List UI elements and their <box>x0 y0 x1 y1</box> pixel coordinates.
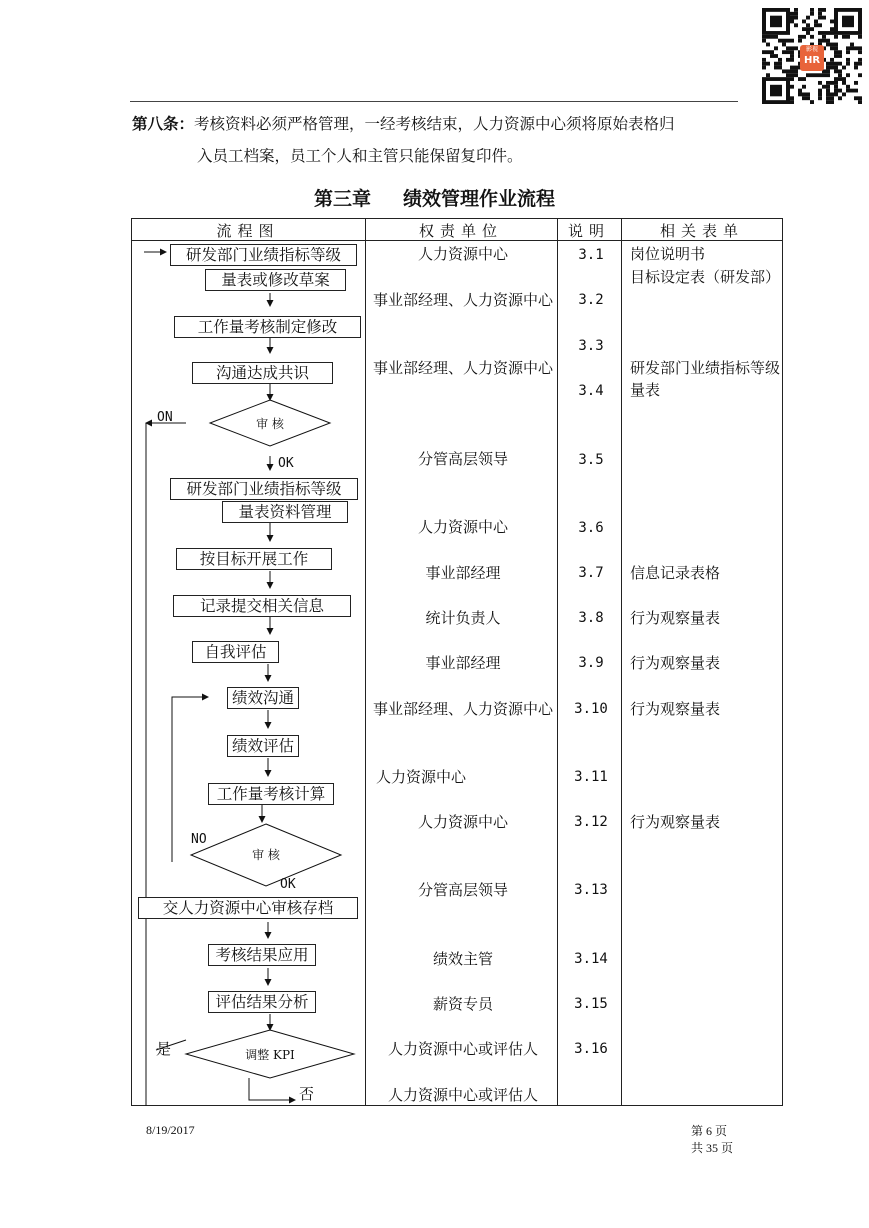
chapter-number: 第三章 <box>313 188 371 210</box>
note-number: 3.4 <box>578 383 604 399</box>
note-number: 3.10 <box>574 701 608 717</box>
note-number: 3.15 <box>574 996 608 1012</box>
flow-step-10: 工作量考核计算 <box>208 783 334 805</box>
header-flow: 流程图 <box>216 222 280 240</box>
unit-cell: 人力资源中心 <box>417 245 508 263</box>
note-number: 3.16 <box>574 1041 608 1057</box>
unit-cell: 人力资源中心 <box>417 813 508 831</box>
flow-step-5: 按目标开展工作 <box>176 548 332 570</box>
header-forms: 相关表单 <box>659 222 744 240</box>
note-number: 3.3 <box>578 338 604 354</box>
review-label-1: 审 核 <box>256 417 284 431</box>
form-cell: 行为观察量表 <box>630 609 721 627</box>
header-unit: 权责单位 <box>418 222 503 240</box>
unit-cell: 分管高层领导 <box>417 881 508 899</box>
unit-cell: 绩效主管 <box>432 950 493 968</box>
adjust-kpi-label: 调整 KPI <box>245 1048 295 1062</box>
note-number: 3.6 <box>578 520 604 536</box>
form-cell: 信息记录表格 <box>630 564 721 582</box>
unit-cell: 事业部经理 <box>425 654 501 672</box>
note-number: 3.8 <box>578 610 604 626</box>
note-number: 3.12 <box>574 814 608 830</box>
flow-step-4b: 量表资料管理 <box>222 501 348 523</box>
review-label-2: 审 核 <box>252 848 280 862</box>
unit-cell: 事业部经理、人力资源中心 <box>372 291 553 309</box>
flow-step-7: 自我评估 <box>192 641 279 663</box>
form-cell: 行为观察量表 <box>630 654 721 672</box>
flow-step-1a: 研发部门业绩指标等级 <box>170 244 357 266</box>
article-text-1: 考核资料必须严格管理，一经考核结束，人力资源中心须将原始表格归 <box>194 115 675 133</box>
note-number: 3.11 <box>574 769 608 785</box>
flow-step-11: 交人力资源中心审核存档 <box>138 897 358 919</box>
article-8-line2: 入员工档案，员工个人和主管只能保留复印件。 <box>197 147 523 165</box>
flow-step-8: 绩效沟通 <box>227 687 299 709</box>
on-label: ON <box>157 410 173 425</box>
note-number: 3.7 <box>578 565 604 581</box>
unit-cell: 人力资源中心 <box>376 768 467 786</box>
note-number: 3.14 <box>574 951 608 967</box>
flow-step-12: 考核结果应用 <box>208 944 316 966</box>
unit-cell: 薪资专员 <box>432 995 493 1013</box>
no-branch-label: 否 <box>299 1085 315 1103</box>
header-note: 说明 <box>567 222 610 240</box>
unit-cell: 事业部经理、人力资源中心 <box>372 700 553 718</box>
qr-badge-line2: HR <box>803 55 821 66</box>
footer-total: 共 35 页 <box>691 1141 734 1155</box>
flow-step-6: 记录提交相关信息 <box>173 595 351 617</box>
unit-cell: 人力资源中心或评估人 <box>387 1086 538 1104</box>
note-number: 3.9 <box>578 655 604 671</box>
unit-cell: 事业部经理、人力资源中心 <box>372 359 553 377</box>
yes-label: 是 <box>156 1040 172 1058</box>
unit-cell: 人力资源中心 <box>417 518 508 536</box>
note-number: 3.1 <box>578 247 604 263</box>
note-number: 3.2 <box>578 292 604 308</box>
form-cell: 岗位说明书 <box>630 245 706 263</box>
form-cell: 研发部门业绩指标等级量表 <box>630 359 781 399</box>
ok-label-1: OK <box>278 456 294 471</box>
note-number: 3.13 <box>574 882 608 898</box>
unit-cell: 人力资源中心或评估人 <box>387 1040 538 1058</box>
no-branch <box>249 1078 295 1100</box>
note-number: 3.5 <box>578 452 604 468</box>
flow-step-9: 绩效评估 <box>227 735 299 757</box>
flow-step-13: 评估结果分析 <box>208 991 316 1013</box>
article-label: 第八条： <box>132 114 195 133</box>
unit-cell: 统计负责人 <box>425 609 501 627</box>
flow-step-4a: 研发部门业绩指标等级 <box>170 478 358 500</box>
unit-cell: 事业部经理 <box>425 564 501 582</box>
form-cell: 行为观察量表 <box>630 813 721 831</box>
form-cell: 目标设定表（研发部） <box>630 268 781 286</box>
ok-label-2: OK <box>280 877 296 892</box>
flow-step-3: 沟通达成共识 <box>192 362 333 384</box>
footer-page: 第 6 页 <box>691 1124 728 1138</box>
flow-step-1b: 量表或修改草案 <box>205 269 346 291</box>
no-label: NO <box>191 832 207 847</box>
qr-badge-line1: 影视 <box>805 46 818 53</box>
footer-date: 8/19/2017 <box>146 1123 195 1137</box>
flow-step-2: 工作量考核制定修改 <box>174 316 361 338</box>
form-cell: 行为观察量表 <box>630 700 721 718</box>
unit-cell: 分管高层领导 <box>417 450 508 468</box>
chapter-name: 绩效管理作业流程 <box>403 188 556 210</box>
